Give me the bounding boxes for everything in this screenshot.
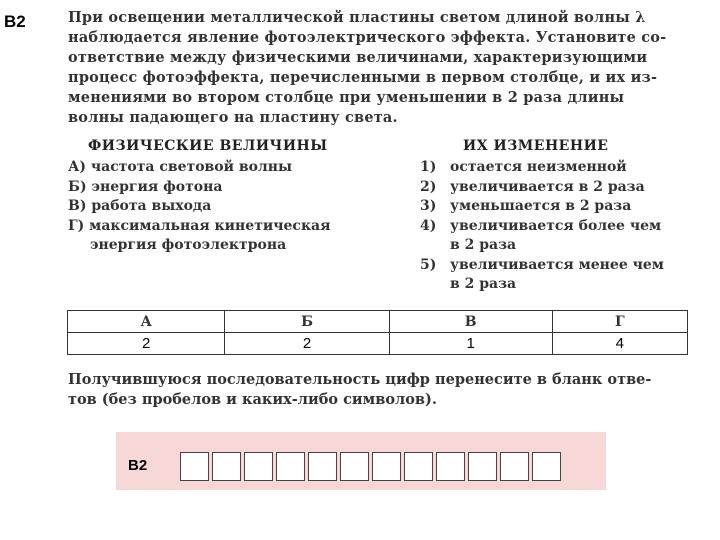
item-text: увеличивается в 2 раза bbox=[450, 178, 645, 195]
item-text: в 2 раза bbox=[450, 237, 517, 253]
item-number: 4) bbox=[420, 217, 437, 234]
list-item: Г) максимальная кинетическая bbox=[68, 217, 331, 234]
item-text: уменьшается в 2 раза bbox=[450, 198, 632, 214]
list-item bbox=[420, 256, 664, 276]
right-column-list bbox=[420, 158, 664, 295]
table-row bbox=[68, 311, 688, 333]
answer-form bbox=[116, 432, 606, 490]
table-header-cell: А bbox=[68, 311, 225, 333]
answer-cell[interactable] bbox=[500, 452, 529, 481]
item-text: увеличивается более чем bbox=[450, 217, 662, 234]
instruction-line: Получившуюся последовательность цифр перенесите в бланк отве- bbox=[68, 371, 652, 388]
list-item bbox=[420, 275, 664, 295]
task-paragraph bbox=[68, 8, 684, 128]
answer-cell[interactable] bbox=[276, 452, 305, 481]
list-item: энергия фотоэлектрона bbox=[90, 237, 287, 253]
answer-cell[interactable] bbox=[340, 452, 369, 481]
answer-cell[interactable] bbox=[436, 452, 465, 481]
list-item bbox=[420, 178, 664, 198]
table-header-cell: Г bbox=[552, 311, 687, 333]
answer-cell[interactable] bbox=[532, 452, 561, 481]
paragraph-line: ответствие между физическими величинами, характеризующими bbox=[68, 49, 648, 66]
item-text: в 2 раза bbox=[450, 276, 517, 292]
paragraph-line: волны падающего на пластину света. bbox=[68, 109, 398, 126]
table-answer-cell[interactable]: 1 bbox=[389, 333, 552, 355]
item-number: 3) bbox=[420, 198, 437, 214]
table-header-cell: В bbox=[389, 311, 552, 333]
item-text: увеличивается менее чем bbox=[450, 256, 664, 273]
task-label: B2 bbox=[4, 12, 26, 31]
table-answer-cell[interactable]: 2 bbox=[225, 333, 389, 355]
left-column-heading: ФИЗИЧЕСКИЕ ВЕЛИЧИНЫ bbox=[88, 138, 328, 154]
answer-cell[interactable] bbox=[372, 452, 401, 481]
list-item bbox=[420, 197, 664, 217]
paragraph-line: менениями во втором столбце при уменьшении в 2 раза длины bbox=[68, 89, 625, 106]
list-item bbox=[420, 236, 664, 256]
list-item bbox=[420, 217, 664, 237]
answer-cell[interactable] bbox=[308, 452, 337, 481]
paragraph-line: наблюдается явление фотоэлектрического эффекта. Установите со- bbox=[68, 29, 667, 46]
list-item: Б) энергия фотона bbox=[68, 178, 223, 195]
item-number: 1) bbox=[420, 159, 437, 175]
list-item bbox=[420, 158, 664, 178]
table-answer-cell[interactable]: 2 bbox=[68, 333, 225, 355]
table-row bbox=[68, 333, 688, 355]
item-text: остается неизменной bbox=[450, 159, 627, 175]
table-header-cell: Б bbox=[225, 311, 389, 333]
left-column-list bbox=[68, 158, 330, 256]
paragraph-line: При освещении металлической пластины светом длиной волны λ bbox=[68, 9, 646, 26]
list-item: В) работа выхода bbox=[68, 198, 212, 214]
answer-cell[interactable] bbox=[212, 452, 241, 481]
instruction-text bbox=[68, 370, 684, 410]
answer-form-label: B2 bbox=[128, 457, 148, 474]
instruction-line: тов (без пробелов и каких-либо символов). bbox=[68, 391, 437, 408]
answer-cell[interactable] bbox=[180, 452, 209, 481]
answer-cell[interactable] bbox=[468, 452, 497, 481]
paragraph-line: процесс фотоэффекта, перечисленными в первом столбце, и их из- bbox=[68, 69, 658, 86]
answer-cells bbox=[180, 452, 564, 481]
table-answer-cell[interactable]: 4 bbox=[552, 333, 687, 355]
answer-cell[interactable] bbox=[244, 452, 273, 481]
right-column-heading: ИХ ИЗМЕНЕНИЕ bbox=[463, 138, 609, 154]
answer-cell[interactable] bbox=[404, 452, 433, 481]
list-item: А) частота световой волны bbox=[68, 159, 293, 175]
item-number: 2) bbox=[420, 178, 437, 195]
item-number: 5) bbox=[420, 256, 437, 273]
answer-table bbox=[67, 310, 688, 355]
